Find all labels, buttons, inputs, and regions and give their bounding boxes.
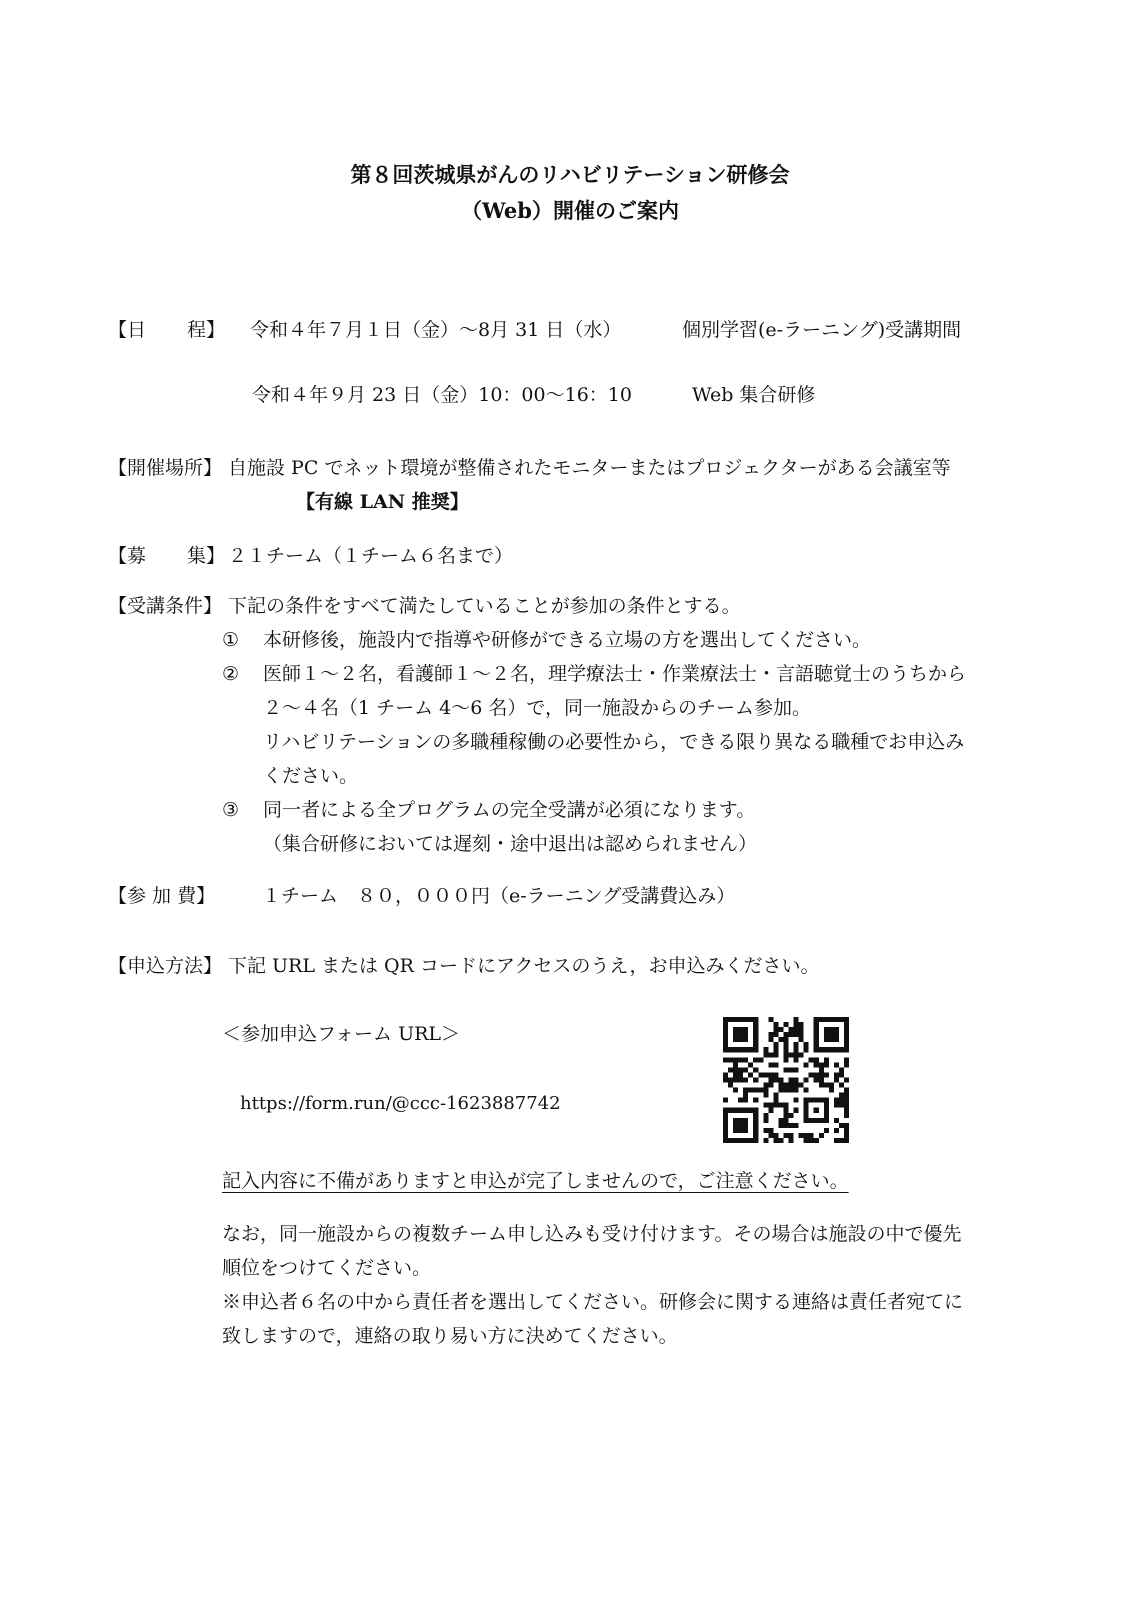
recruit-label-close: 集】 xyxy=(187,545,226,567)
conditions-intro: 下記の条件をすべて満たしていることが参加の条件とする。 xyxy=(228,595,741,617)
schedule-web-date: 令和４年９月 23 日（金）10：00～16：10 xyxy=(252,384,632,406)
condition-line: 同一者による全プログラムの完全受講が必須になります。 xyxy=(263,799,756,821)
schedule-label-close: 程】 xyxy=(187,319,226,341)
condition-line: 本研修後，施設内で指導や研修ができる立場の方を選出してください。 xyxy=(263,629,872,651)
condition-line: ください。 xyxy=(263,765,359,787)
venue-text: 自施設 PC でネット環境が整備されたモニターまたはプロジェクターがある会議室等 xyxy=(228,457,951,479)
apply-text: 下記 URL または QR コードにアクセスのうえ，お申込みください。 xyxy=(228,955,820,977)
apply-label: 【申込方法】 xyxy=(108,955,223,977)
condition-number: ② xyxy=(222,663,240,685)
condition-line: リハビリテーションの多職種稼働の必要性から，できる限り異なる職種でお申込み xyxy=(263,731,965,753)
schedule-label-open: 【日 xyxy=(108,319,147,341)
recruit-text: ２１チーム（１チーム６名まで） xyxy=(228,545,514,567)
note-paragraph-line: なお，同一施設からの複数チーム申し込みも受け付けます。その場合は施設の中で優先 xyxy=(222,1223,962,1245)
fee-text: １チーム ８０，０００円（e-ラーニング受講費込み） xyxy=(262,885,736,907)
condition-line: （集合研修においては遅刻・途中退出は認められません） xyxy=(263,833,758,855)
fee-label: 【参 加 費】 xyxy=(108,885,216,907)
form-url: https://form.run/@ccc-1623887742 xyxy=(240,1093,561,1114)
note-paragraph-line: 致しますので，連絡の取り易い方に決めてください。 xyxy=(222,1325,678,1347)
schedule-elearning-date: 令和４年７月１日（金）～8月 31 日（水） xyxy=(250,319,622,341)
qr-code-icon xyxy=(723,1017,849,1143)
document-subtitle: （Web）開催のご案内 xyxy=(461,198,679,223)
document-title: 第８回茨城県がんのリハビリテーション研修会 xyxy=(350,162,790,187)
schedule-web-note: Web 集合研修 xyxy=(692,384,816,406)
condition-number: ③ xyxy=(222,799,240,821)
condition-line: 医師１～２名，看護師１～２名，理学療法士・作業療法士・言語聴覚士のうちから xyxy=(263,663,967,685)
venue-note: 【有線 LAN 推奨】 xyxy=(296,491,469,513)
condition-number: ① xyxy=(222,629,240,651)
note-paragraph-line: 順位をつけてください。 xyxy=(222,1257,432,1279)
note-paragraph-line: ※申込者６名の中から責任者を選出してください。研修会に関する連絡は責任者宛てに xyxy=(222,1291,964,1313)
schedule-elearning-note: 個別学習(e-ラーニング)受講期間 xyxy=(682,319,962,341)
recruit-label-open: 【募 xyxy=(108,545,147,567)
condition-line: ２～４名（1 チーム 4～6 名）で，同一施設からのチーム参加。 xyxy=(263,697,812,719)
form-url-label: ＜参加申込フォーム URL＞ xyxy=(222,1023,461,1045)
conditions-label: 【受講条件】 xyxy=(108,595,223,617)
venue-label: 【開催場所】 xyxy=(108,457,223,479)
warning-notice: 記入内容に不備がありますと申込が完了しませんので，ご注意ください。 xyxy=(222,1170,849,1192)
